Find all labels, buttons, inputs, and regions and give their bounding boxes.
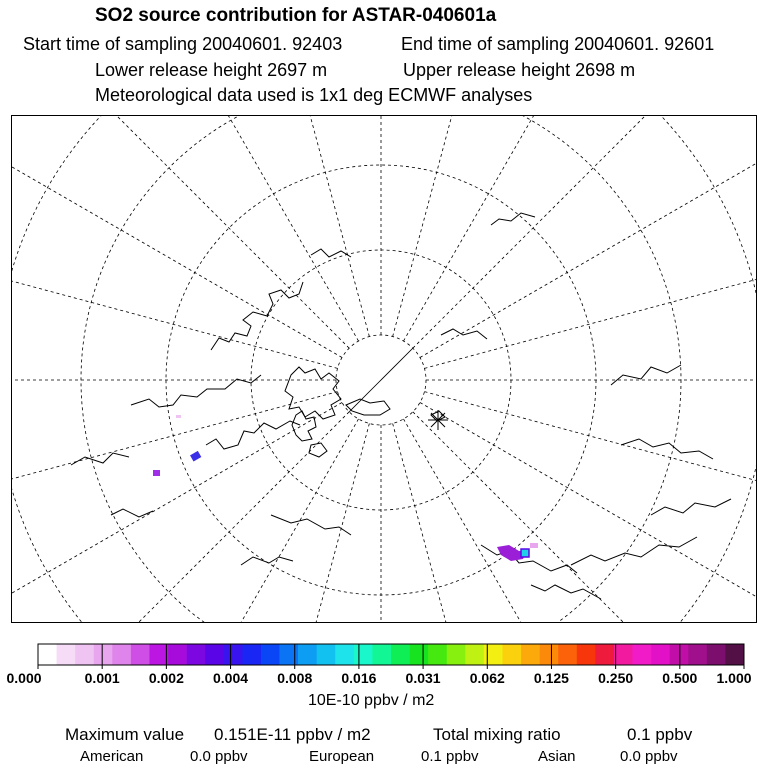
colorbar-cell — [558, 644, 577, 665]
colorbar-cell — [465, 644, 484, 665]
colorbar-cell — [725, 644, 744, 665]
total-value: 0.1 ppbv — [627, 725, 693, 744]
colorbar-tick-label: 0.125 — [533, 670, 569, 686]
colorbar-cell — [391, 644, 410, 665]
colorbar-tick-label: 0.250 — [598, 670, 634, 686]
meteo-info: Meteorological data used is 1x1 deg ECMWF analyses — [95, 85, 533, 105]
asian-value: 0.0 ppbv — [620, 748, 678, 765]
west-north-america-hotspot — [153, 470, 160, 476]
colorbar-cell — [168, 644, 187, 665]
colorbar-cell — [447, 644, 466, 665]
colorbar-tick-label: 0.001 — [84, 670, 120, 686]
colorbar-units: 10E-10 ppbv / m2 — [308, 692, 435, 709]
colorbar-cell — [224, 644, 243, 665]
colorbar-cell — [577, 644, 596, 665]
asian-label: Asian — [538, 748, 576, 765]
colorbar-cell — [502, 644, 521, 665]
european-value: 0.1 ppbv — [421, 748, 479, 765]
polar-map — [11, 115, 757, 623]
colorbar-cell — [187, 644, 206, 665]
colorbar-cell — [372, 644, 391, 665]
colorbar-tick-label: 0.000 — [6, 670, 42, 686]
colorbar-cell — [149, 644, 168, 665]
max-value: 0.151E-11 ppbv / m2 — [214, 725, 371, 744]
colorbar-cell — [75, 644, 94, 665]
colorbar-cell — [484, 644, 503, 665]
max-label: Maximum value — [65, 725, 185, 744]
colorbar-tick-label: 1.000 — [716, 670, 752, 686]
colorbar-tick-label: 0.062 — [469, 670, 505, 686]
colorbar-cell — [521, 644, 540, 665]
colorbar-cell — [298, 644, 317, 665]
colorbar-cell — [280, 644, 299, 665]
american-label: American — [80, 748, 144, 765]
colorbar-cell — [317, 644, 336, 665]
colorbar-cell — [38, 644, 57, 665]
colorbar-cell — [242, 644, 261, 665]
map-frame — [12, 116, 757, 623]
colorbar-cell — [614, 644, 633, 665]
colorbar-cell — [540, 644, 559, 665]
colorbar-cell — [595, 644, 614, 665]
colorbar-tick-label: 0.500 — [662, 670, 698, 686]
page-title: SO2 source contribution for ASTAR-040601a — [95, 5, 497, 26]
lower-release-height: Lower release height 2697 m — [95, 60, 328, 80]
start-time: Start time of sampling 20040601. 92403 — [23, 34, 343, 54]
asia-peak-hotspot — [521, 549, 529, 557]
colorbar-cell — [633, 644, 652, 665]
asia-faint-hotspot — [530, 543, 538, 548]
colorbar-cell — [335, 644, 354, 665]
colorbar — [0, 638, 768, 698]
colorbar-cell — [131, 644, 150, 665]
colorbar-cell — [354, 644, 373, 665]
faint-hotspot — [176, 415, 181, 418]
colorbar-tick-label: 0.002 — [148, 670, 184, 686]
colorbar-cell — [261, 644, 280, 665]
colorbar-cell — [410, 644, 429, 665]
colorbar-cell — [688, 644, 707, 665]
upper-release-height: Upper release height 2698 m — [403, 60, 636, 80]
colorbar-cell — [670, 644, 689, 665]
colorbar-cell — [428, 644, 447, 665]
european-label: European — [309, 748, 375, 765]
colorbar-cell — [57, 644, 76, 665]
colorbar-cell — [205, 644, 224, 665]
colorbar-tick-label: 0.004 — [213, 670, 249, 686]
colorbar-tick-label: 0.031 — [405, 670, 441, 686]
colorbar-cell — [707, 644, 726, 665]
colorbar-tick-label: 0.008 — [277, 670, 313, 686]
colorbar-cell — [651, 644, 670, 665]
colorbar-tick-label: 0.016 — [341, 670, 377, 686]
total-label: Total mixing ratio — [433, 725, 561, 744]
colorbar-cell — [94, 644, 113, 665]
colorbar-cell — [112, 644, 131, 665]
end-time: End time of sampling 20040601. 92601 — [401, 34, 715, 54]
american-value: 0.0 ppbv — [190, 748, 248, 765]
